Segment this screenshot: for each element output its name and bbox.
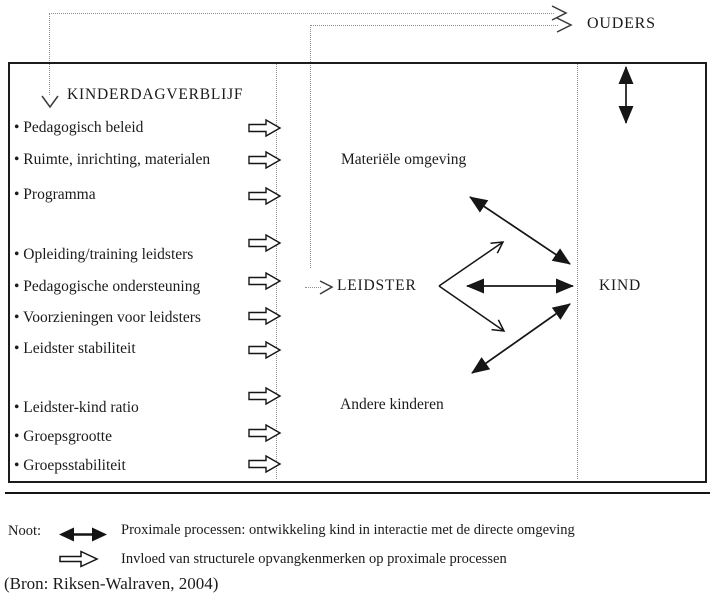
ouders-arrowhead-icon	[552, 6, 566, 20]
list-item: • Opleiding/training leidsters	[14, 246, 194, 263]
list-item: • Programma	[14, 186, 96, 203]
source-citation: (Bron: Riksen-Walraven, 2004)	[4, 574, 219, 593]
list-item: • Pedagogische ondersteuning	[14, 278, 201, 295]
kind-label: KIND	[599, 277, 641, 294]
kind-column-divider	[577, 64, 578, 479]
leidster-label: LEIDSTER	[337, 277, 417, 294]
leidster-ouders-dotted-line	[310, 25, 558, 26]
ouders-arrowhead2-icon	[557, 18, 571, 32]
list-item: • Pedagogisch beleid	[14, 119, 144, 136]
proximal-process-arrow-icon	[57, 526, 109, 543]
ouders-label: OUDERS	[587, 15, 656, 32]
list-item: • Groepsstabiliteit	[14, 457, 126, 474]
kdv-ouders-dotted-line	[49, 13, 554, 14]
list-item: • Leidster-kind ratio	[14, 399, 139, 416]
list-item: • Voorzieningen voor leidsters	[14, 309, 201, 326]
structural-influence-arrow-icon	[59, 550, 99, 568]
noot-label: Noot:	[8, 523, 42, 539]
structural-influence-legend-text: Invloed van structurele opvangkenmerken op proximale processen	[121, 551, 507, 567]
legend-divider	[5, 492, 710, 494]
kdv-column-divider	[276, 64, 277, 479]
list-item: • Groepsgrootte	[14, 428, 112, 445]
andere-kinderen-label: Andere kinderen	[340, 396, 444, 413]
list-item: • Leidster stabiliteit	[14, 340, 136, 357]
materiele-omgeving-label: Materiële omgeving	[341, 151, 467, 168]
list-item: • Ruimte, inrichting, materialen	[14, 151, 211, 168]
kinderdagverblijf-title: KINDERDAGVERBLIJF	[67, 86, 244, 103]
proximal-process-legend-text: Proximale processen: ontwikkeling kind in interactie met de directe omgeving	[121, 522, 575, 538]
